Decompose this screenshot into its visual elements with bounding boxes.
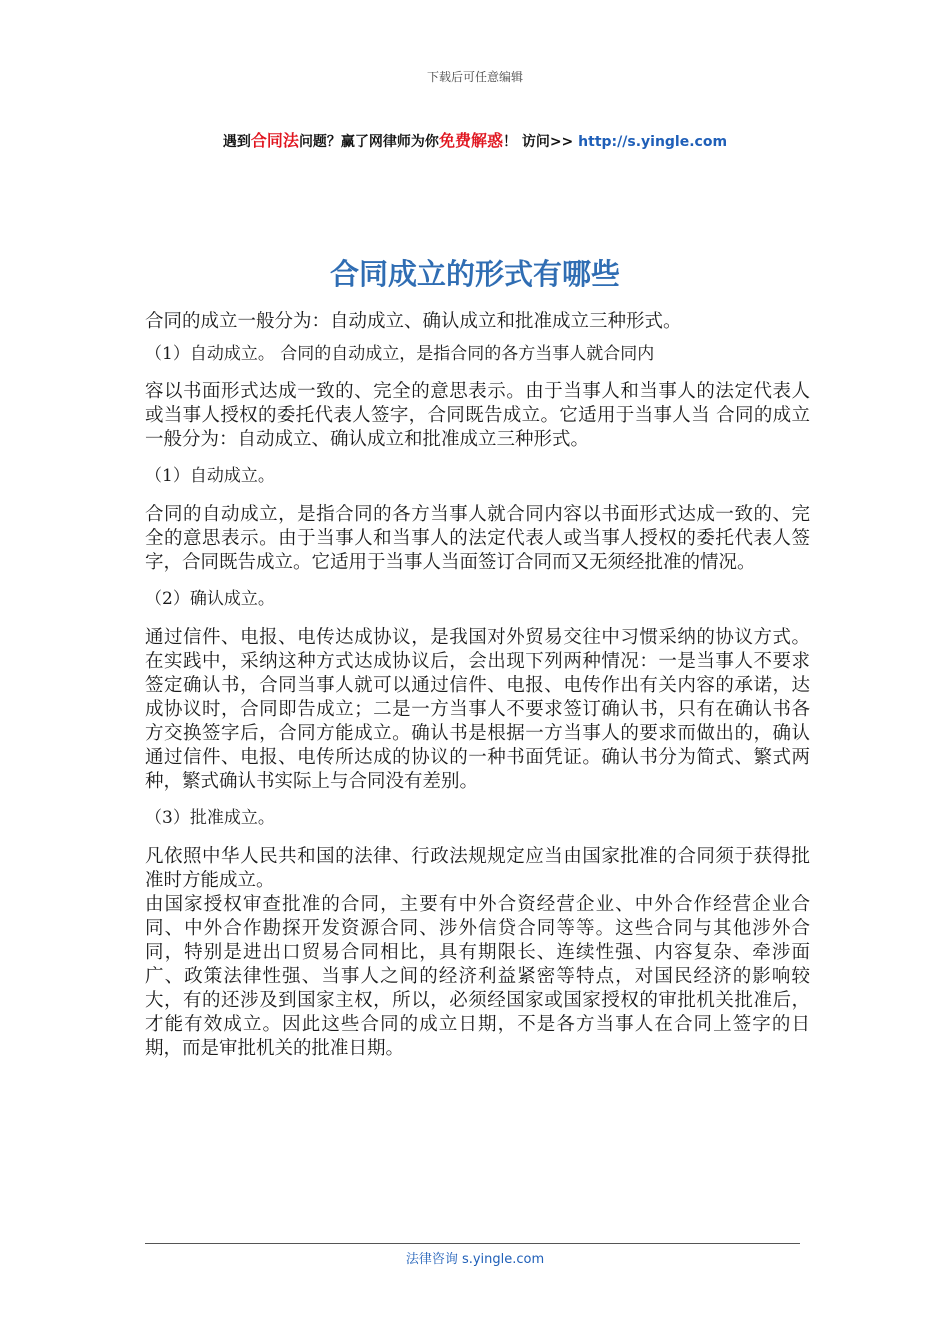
paragraph: （1）自动成立。 合同的自动成立，是指合同的各方当事人就合同内 [145,344,655,364]
paragraph: 由国家授权审查批准的合同，主要有中外合资经营企业、中外合作经营企业合同、中外合作勘探开发资源合同、涉外信贷合同等等。这些合同与其他涉外合同，特别是进出口贸易合同相比，具有期限长、连续性强、内容复杂、牵涉面广、政策法律性强、当事人之间的经济利益紧密等特点，对国民经济的影响较大，有的还涉及到国家主权，所以，必须经国家或国家授权的审批机关批准后，才能有效成立。因此这些合同的成立日期，不是各方当事人在合同上签字的日期，而是审批机关的批准日期。 [145,894,810,1059]
paragraph: 合同的成立一般分为：自动成立、确认成立和批准成立三种形式。 [145,311,682,332]
promo-text-1: 遇到 [222,134,251,150]
promo-banner [0,128,950,151]
footer-link[interactable]: 法律咨询 s.yingle.com [405,1252,545,1267]
promo-highlight-free: 免费解惑 [438,131,503,150]
paragraph: （2）确认成立。 [145,589,275,609]
paragraph: 通过信件、电报、电传达成协议，是我国对外贸易交往中习惯采纳的协议方式。在实践中，采纳这种方式达成协议后，会出现下列两种情况：一是当事人不要求签定确认书，合同当事人就可以通过信件、电报、电传作出有关内容的承诺，达成协议时，合同即告成立；二是一方当事人不要求签订确认书，只有在确认书各方交换签字后，合同方能成立。确认书是根据一方当事人的要求而做出的，确认通过信件、电报、电传所达成的协议的一种书面凭证。确认书分为简式、繁式两种，繁式确认书实际上与合同没有差别。 [145,627,810,792]
paragraph: （3）批准成立。 [145,808,275,828]
footer-divider [145,1243,800,1244]
header-note: 下载后可任意编辑 [426,70,523,84]
promo-highlight-contract-law: 合同法 [250,131,299,150]
paragraph: （1）自动成立。 [145,466,275,486]
paragraph: 凡依照中华人民共和国的法律、行政法规规定应当由国家批准的合同须于获得批准时方能成立。 [145,846,810,891]
promo-link[interactable]: http://s.yingle.com [578,134,728,150]
paragraph: 容以书面形式达成一致的、完全的意思表示。由于当事人和当事人的法定代表人或当事人授权的委托代表人签字，合同既告成立。它适用于当事人当 合同的成立一般分为：自动成立、确认成立和批准成立三种形式。 [145,381,810,450]
document-body [145,310,810,1061]
promo-text-2: 问题？赢了网律师为你 [298,134,439,150]
paragraph: 合同的自动成立，是指合同的各方当事人就合同内容以书面形式达成一致的、完全的意思表示。由于当事人和当事人的法定代表人或当事人授权的委托代表人签字，合同既告成立。它适用于当事人当面签订合同而又无须经批准的情况。 [145,504,810,573]
document-title: 合同成立的形式有哪些 [329,257,620,291]
promo-text-3: ！ 访问>> [502,134,579,150]
